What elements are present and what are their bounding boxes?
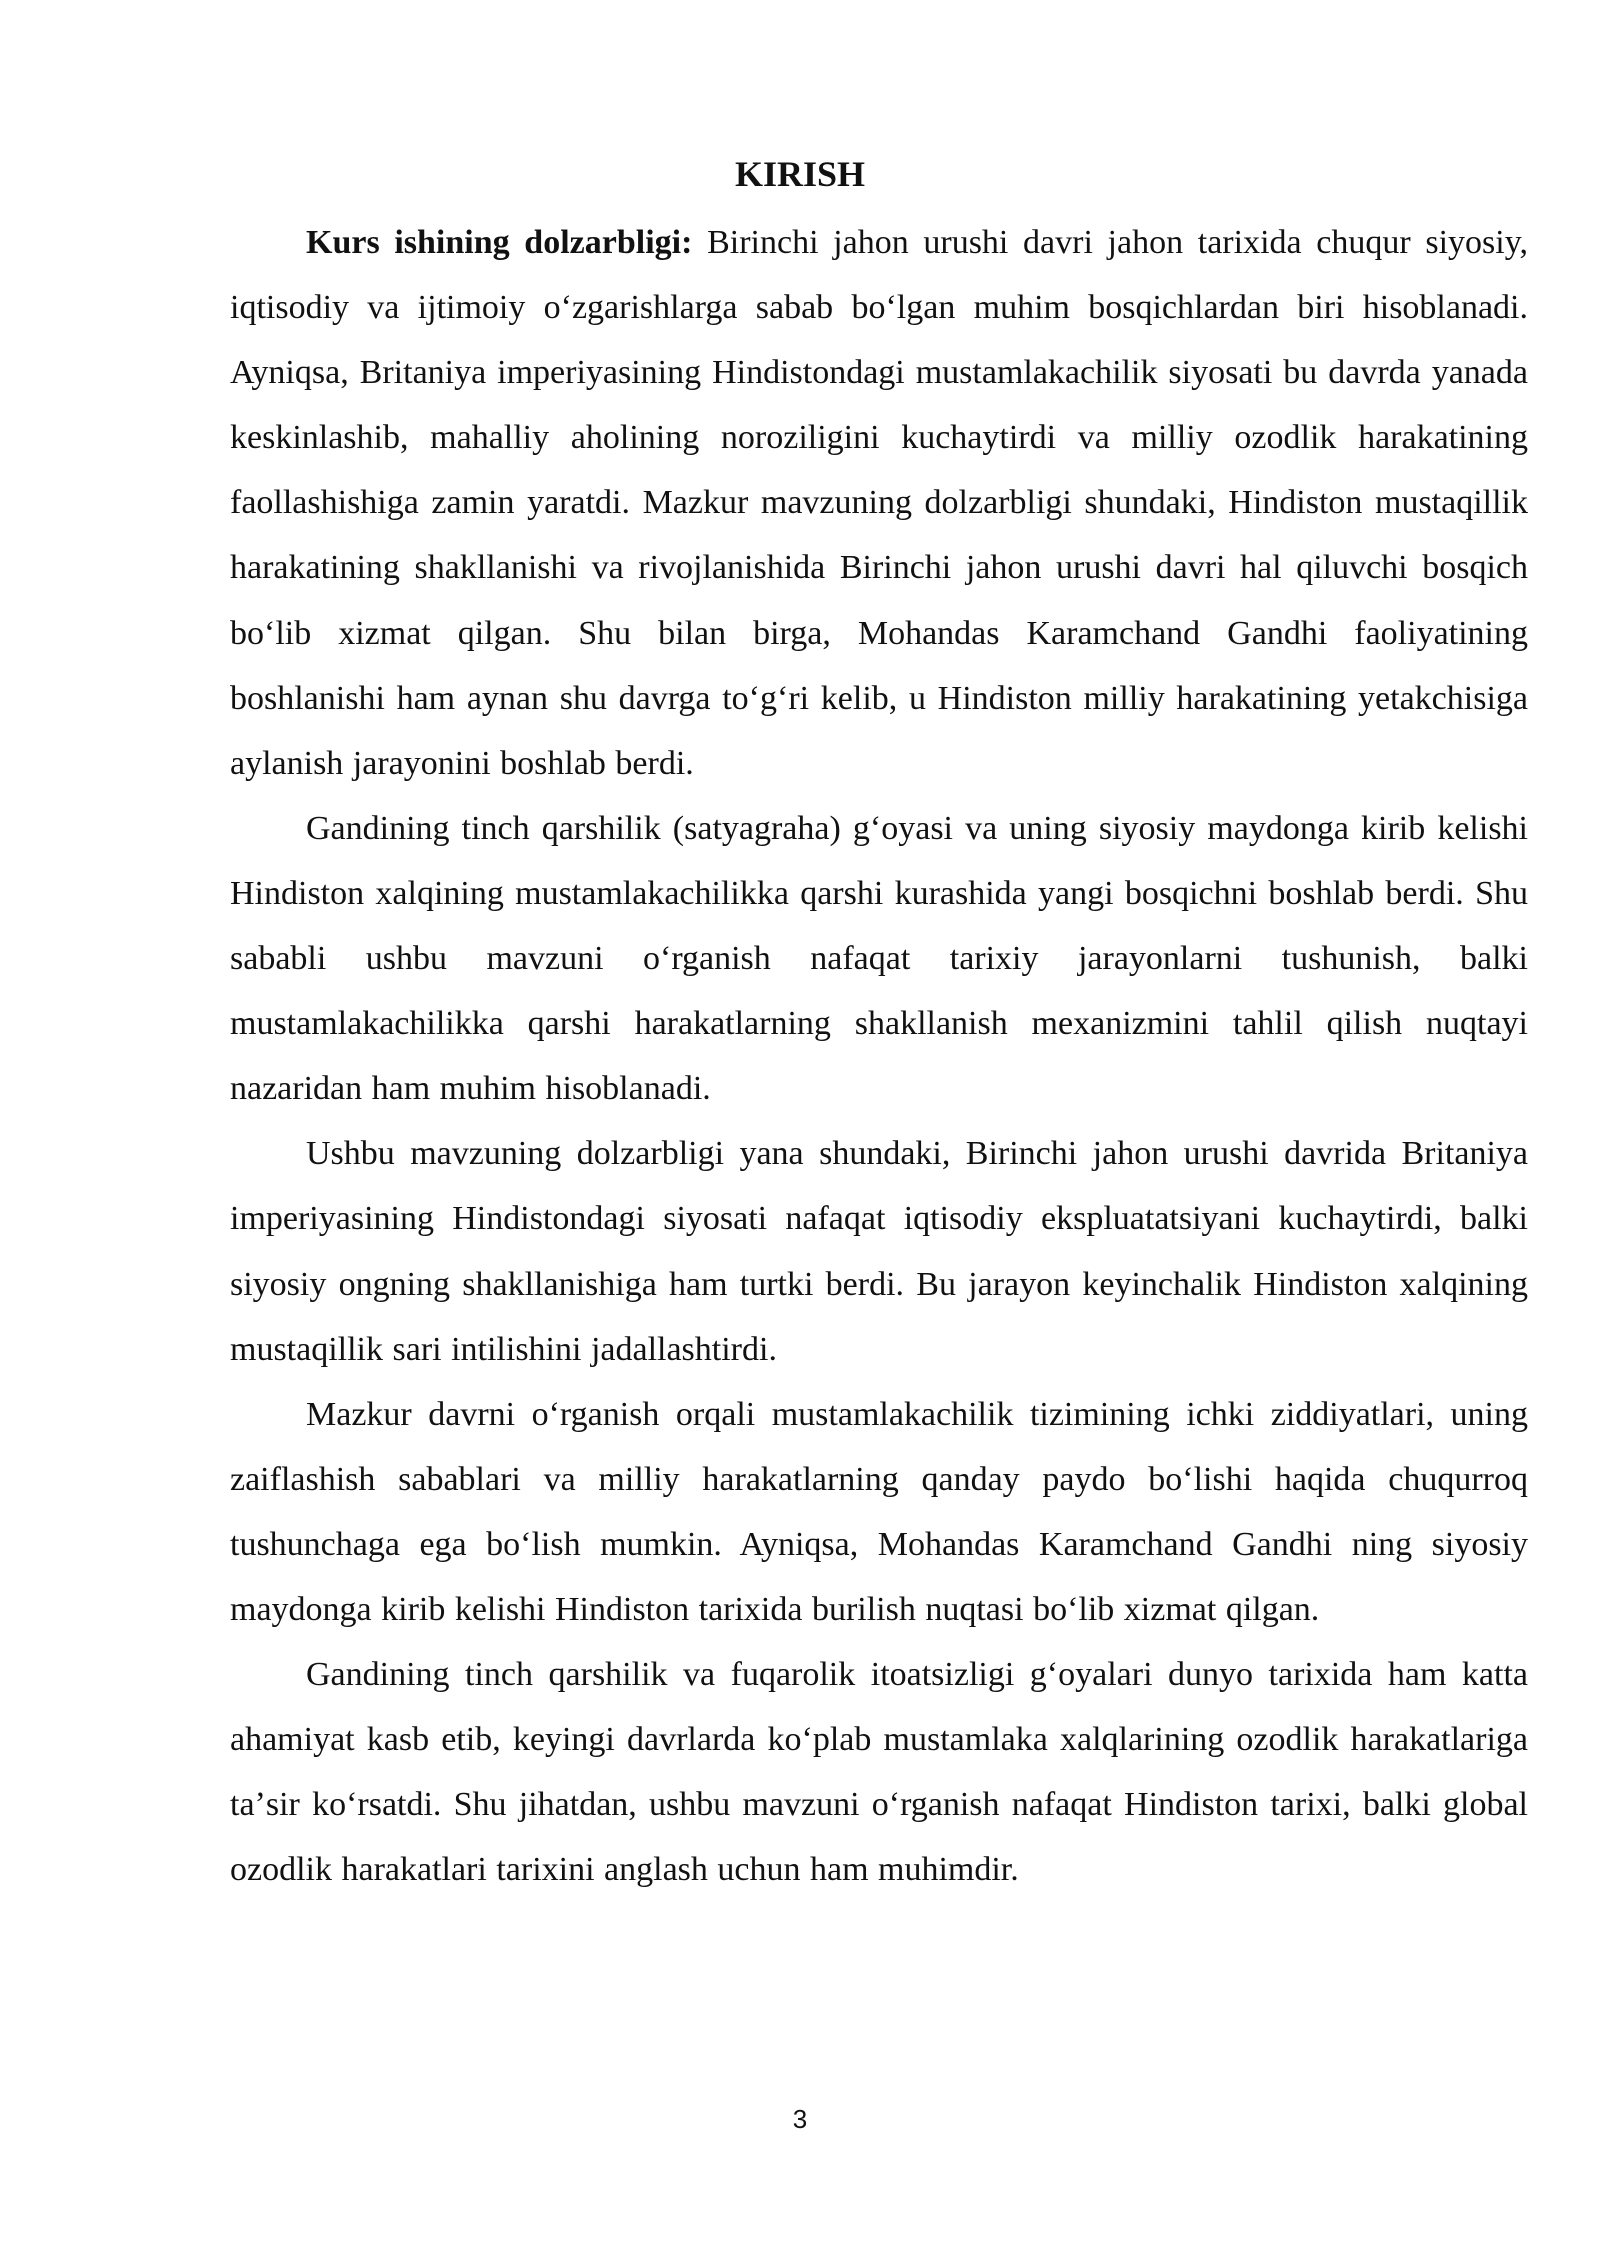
paragraph-colonial-system: Mazkur davrni oʻrganish orqali mustamlakachilik tizimining ichki ziddiyatlari, uning zaiflashish sabablari va milliy harakatlarning qanday paydo boʻlishi haqida chuqurroq tushunchaga ega boʻlish mumkin. Ayniqsa, Mohandas Karamchand Gandhi ning siyosiy maydonga kirib kelishi Hindiston tarixida burilish nuqtasi boʻlib xizmat qilgan. (230, 1395, 1528, 1628)
paragraph-lead-label: Kurs ishining dolzarbligi: (306, 224, 693, 261)
paragraph-relevance (230, 210, 1528, 796)
body-text (230, 210, 1528, 1902)
paragraph-british-policy: Ushbu mavzuning dolzarbligi yana shundaki, Birinchi jahon urushi davrida Britaniya imperiyasining Hindistondagi siyosati nafaqat iqtisodiy ekspluatatsiyani kuchaytirdi, balki siyosiy ongning shakllanishiga ham turtki berdi. Bu jarayon keyinchalik Hindiston xalqining mustaqillik sari intilishini jadallashtirdi. (230, 1135, 1528, 1368)
paragraph-text: Birinchi jahon urushi davri jahon tarixida chuqur siyosiy, iqtisodiy va ijtimoiy oʻzgarishlarga sabab boʻlgan muhim bosqichlardan biri hisoblanadi. Ayniqsa, Britaniya imperiyasining Hindistondagi mustamlakachilik siyosati bu davrda yanada keskinlashib, mahalliy aholining noroziligini kuchaytirdi va milliy ozodlik harakatining faollashishiga zamin yaratdi. Mazkur mavzuning dolzarbligi shundaki, Hindiston mustaqillik harakatining shakllanishi va rivojlanishida Birinchi jahon urushi davri hal qiluvchi bosqich boʻlib xizmat qilgan. Shu bilan birga, Mohandas Karamchand Gandhi faoliyatining boshlanishi ham aynan shu davrga toʻgʻri kelib, u Hindiston milliy harakatining yetakchisiga aylanish jarayonini boshlab berdi. (230, 224, 1528, 782)
section-heading: KIRISH (734, 154, 866, 194)
page-number: 3 (792, 2104, 808, 2134)
paragraph-global-significance: Gandining tinch qarshilik va fuqarolik itoatsizligi gʻoyalari dunyo tarixida ham katta ahamiyat kasb etib, keyingi davrlarda koʻplab mustamlaka xalqlarining ozodlik harakatlariga taʼsir koʻrsatdi. Shu jihatdan, ushbu mavzuni oʻrganish nafaqat Hindiston tarixi, balki global ozodlik harakatlari tarixini anglash uchun ham muhimdir. (230, 1656, 1528, 1889)
paragraph-satyagraha: Gandining tinch qarshilik (satyagraha) gʻoyasi va uning siyosiy maydonga kirib kelishi Hindiston xalqining mustamlakachilikka qarshi kurashida yangi bosqichni boshlab berdi. Shu sababli ushbu mavzuni oʻrganish nafaqat tarixiy jarayonlarni tushunish, balki mustamlakachilikka qarshi harakatlarning shakllanish mexanizmini tahlil qilish nuqtayi nazaridan ham muhim hisoblanadi. (230, 809, 1528, 1108)
